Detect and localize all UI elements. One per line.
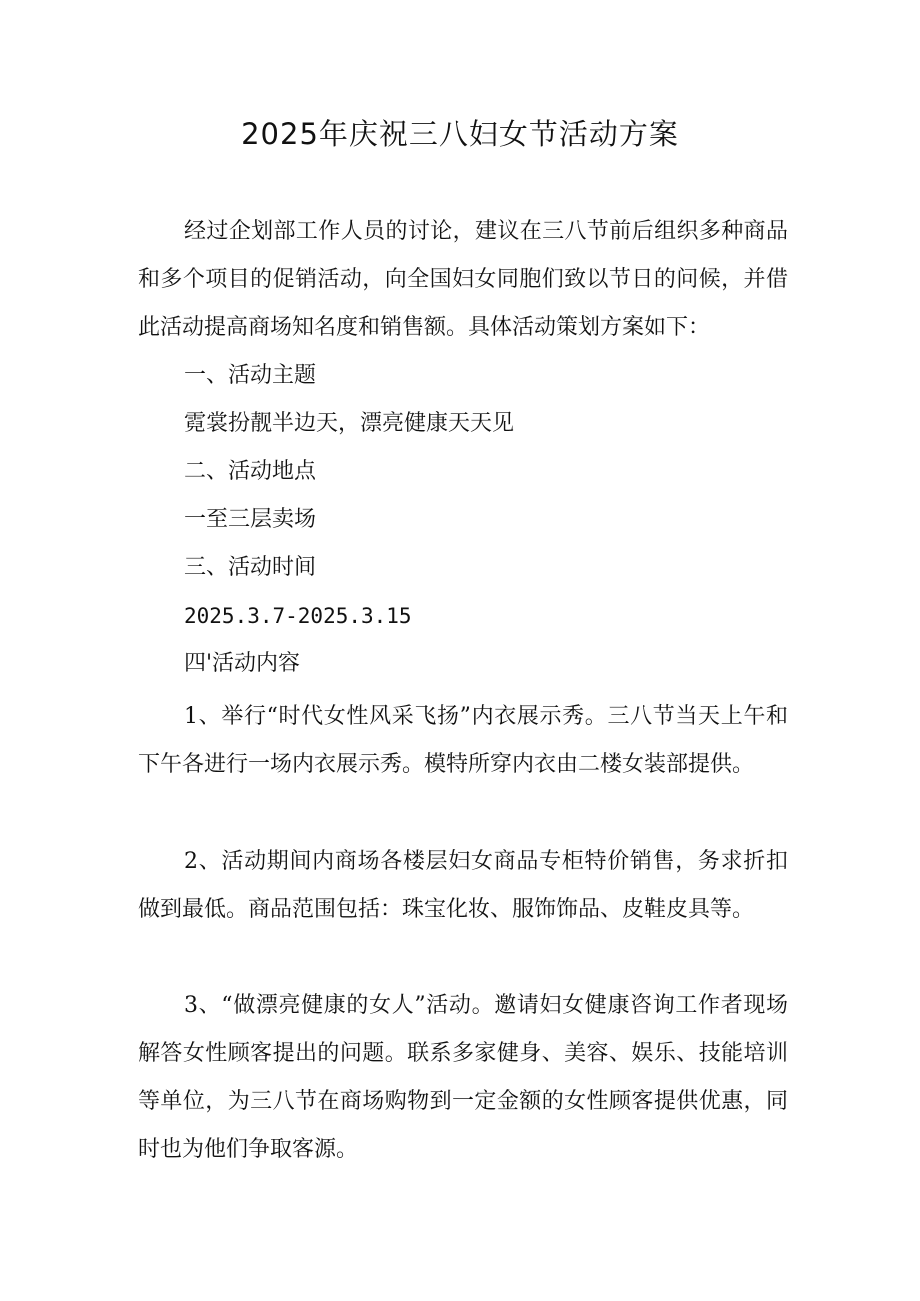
section2-body: 一至三层卖场: [184, 507, 317, 532]
section1-heading: 一、活动主题: [184, 363, 317, 388]
section1-body: 霓裳扮靓半边天，漂亮健康天天见: [184, 411, 515, 436]
section4-heading: 四'活动内容: [184, 651, 301, 676]
item2-paragraph: 2、活动期间内商场各楼层妇女商品专柜特价销售，务求折扣做到最低。商品范围包括：珠宝化妆、服饰饰品、皮鞋皮具等。: [138, 849, 788, 922]
section3-body: 2025.3.7-2025.3.15: [184, 604, 412, 628]
item3-paragraph: 3、“做漂亮健康的女人”活动。邀请妇女健康咨询工作者现场解答女性顾客提出的问题。联系多家健身、美容、娱乐、技能培训等单位，为三八节在商场购物到一定金额的女性顾客提供优惠，同时也为他们争取客源。: [138, 993, 788, 1162]
document-title: 2025年庆祝三八妇女节活动方案: [241, 117, 679, 151]
section2-heading: 二、活动地点: [184, 459, 317, 484]
intro-paragraph: 经过企划部工作人员的讨论，建议在三八节前后组织多种商品和多个项目的促销活动，向全国妇女同胞们致以节日的问候，并借此活动提高商场知名度和销售额。具体活动策划方案如下：: [138, 219, 788, 340]
section3-heading: 三、活动时间: [184, 555, 317, 580]
item1-paragraph: 1、举行“时代女性风采飞扬”内衣展示秀。三八节当天上午和下午各进行一场内衣展示秀。模特所穿内衣由二楼女装部提供。: [138, 704, 788, 777]
